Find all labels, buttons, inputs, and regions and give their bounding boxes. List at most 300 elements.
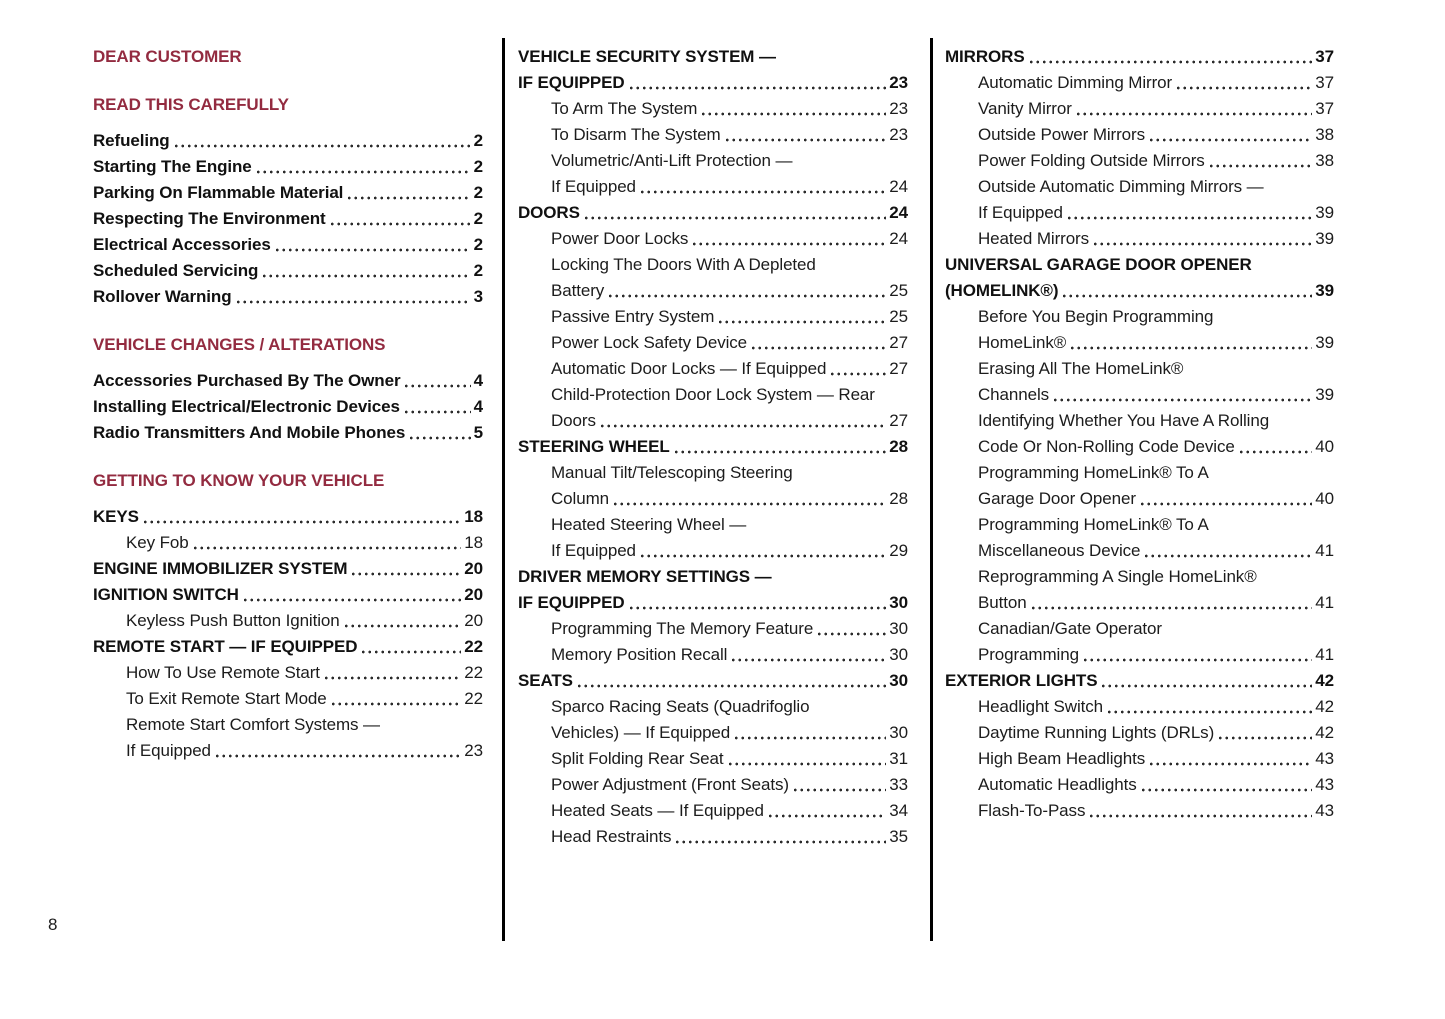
toc-entry-line bbox=[978, 200, 1334, 226]
toc-entry-line bbox=[551, 694, 908, 720]
dot-leader bbox=[639, 538, 886, 564]
toc-entry-line bbox=[126, 660, 483, 686]
toc-entry-page: 2 bbox=[473, 209, 483, 228]
toc-entry bbox=[93, 712, 483, 764]
toc-entry bbox=[518, 122, 908, 148]
toc-entry-page: 39 bbox=[1315, 203, 1334, 222]
toc-entry-line bbox=[978, 538, 1334, 564]
column-divider bbox=[502, 38, 505, 941]
toc-entry-title: High Beam Headlights bbox=[978, 749, 1146, 768]
toc-entry-title: Outside Automatic Dimming Mirrors — bbox=[978, 177, 1264, 196]
section-heading: VEHICLE CHANGES / ALTERATIONS bbox=[93, 335, 386, 354]
toc-entry-page: 2 bbox=[473, 131, 483, 150]
toc-entry-page: 39 bbox=[1315, 333, 1334, 352]
toc-entry-page: 28 bbox=[889, 489, 908, 508]
toc-entry-line bbox=[551, 538, 908, 564]
toc-entry-page: 20 bbox=[464, 585, 483, 604]
dot-leader bbox=[792, 772, 886, 798]
toc-entry-title: Respecting The Environment bbox=[93, 209, 326, 228]
dot-leader bbox=[1148, 746, 1312, 772]
toc-entry-line bbox=[551, 252, 908, 278]
toc-entry-page: 25 bbox=[889, 281, 908, 300]
toc-entry-line bbox=[93, 420, 483, 446]
toc-entry bbox=[518, 798, 908, 824]
toc-entry bbox=[945, 798, 1334, 824]
toc-entry-page: 2 bbox=[473, 235, 483, 254]
toc-entry-line bbox=[978, 96, 1334, 122]
toc-entry-page: 30 bbox=[889, 619, 908, 638]
toc-entry-line bbox=[93, 180, 483, 206]
dot-leader bbox=[1069, 330, 1312, 356]
toc-entry-title: Button bbox=[978, 593, 1027, 612]
toc-entry-page: 43 bbox=[1315, 749, 1334, 768]
toc-entry-title: Scheduled Servicing bbox=[93, 261, 259, 280]
toc-entry bbox=[93, 206, 483, 232]
toc-entry-line bbox=[93, 634, 483, 660]
toc-entry-title: Installing Electrical/Electronic Devices bbox=[93, 397, 400, 416]
dot-leader bbox=[1217, 720, 1312, 746]
toc-entry-line bbox=[551, 642, 908, 668]
toc-entry bbox=[945, 252, 1334, 304]
toc-entry-title: Daytime Running Lights (DRLs) bbox=[978, 723, 1215, 742]
toc-entry-page: 42 bbox=[1315, 697, 1334, 716]
toc-entry bbox=[518, 694, 908, 746]
toc-entry-title: Locking The Doors With A Depleted bbox=[551, 255, 816, 274]
toc-entry bbox=[945, 304, 1334, 356]
dot-leader bbox=[403, 368, 470, 394]
toc-entry bbox=[945, 746, 1334, 772]
toc-entry-title: Reprogramming A Single HomeLink® bbox=[978, 567, 1257, 586]
toc-entry-line bbox=[551, 720, 908, 746]
toc-entry-title: MIRRORS bbox=[945, 47, 1025, 66]
dot-leader bbox=[1106, 694, 1312, 720]
toc-entry bbox=[518, 512, 908, 564]
toc-entry-line bbox=[126, 686, 483, 712]
toc-entry-page: 30 bbox=[889, 645, 908, 664]
toc-entry-title: Flash-To-Pass bbox=[978, 801, 1086, 820]
toc-entry bbox=[93, 368, 483, 394]
toc-entry-line bbox=[93, 258, 483, 284]
toc-entry-line bbox=[945, 278, 1334, 304]
section-heading: DEAR CUSTOMER bbox=[93, 47, 242, 66]
toc-entry-page: 37 bbox=[1315, 99, 1334, 118]
toc-entry-line bbox=[978, 642, 1334, 668]
toc-entry-title: Key Fob bbox=[126, 533, 189, 552]
dot-leader bbox=[767, 798, 886, 824]
dot-leader bbox=[235, 284, 471, 310]
toc-entry-line bbox=[945, 44, 1334, 70]
toc-entry-title: Vanity Mirror bbox=[978, 99, 1072, 118]
toc-entry-title: To Exit Remote Start Mode bbox=[126, 689, 327, 708]
toc-entry-line bbox=[551, 616, 908, 642]
toc-entry bbox=[93, 556, 483, 582]
toc-entry bbox=[518, 44, 908, 96]
toc-entry bbox=[518, 96, 908, 122]
toc-entry-page: 40 bbox=[1315, 489, 1334, 508]
toc-entry-page: 29 bbox=[889, 541, 908, 560]
dot-leader bbox=[350, 556, 461, 582]
toc-entry-title: Battery bbox=[551, 281, 605, 300]
section-heading: READ THIS CAREFULLY bbox=[93, 95, 289, 114]
toc-entry-line bbox=[978, 798, 1334, 824]
toc-entry-page: 4 bbox=[473, 397, 483, 416]
dot-leader bbox=[1030, 590, 1313, 616]
dot-leader bbox=[628, 590, 887, 616]
toc-entry-title: Heated Steering Wheel — bbox=[551, 515, 747, 534]
toc-entry-page: 30 bbox=[889, 723, 908, 742]
dot-leader bbox=[1061, 278, 1312, 304]
toc-entry-title: Automatic Dimming Mirror bbox=[978, 73, 1173, 92]
toc-entry-title: Identifying Whether You Have A Rolling bbox=[978, 411, 1270, 430]
dot-leader bbox=[214, 738, 461, 764]
toc-entry-line bbox=[518, 434, 908, 460]
toc-entry-line bbox=[551, 824, 908, 850]
dot-leader bbox=[1238, 434, 1313, 460]
toc-columns bbox=[93, 44, 1334, 941]
toc-entry-title: Starting The Engine bbox=[93, 157, 252, 176]
toc-entry-page: 41 bbox=[1315, 541, 1334, 560]
toc-entry bbox=[93, 420, 483, 446]
toc-entry-page: 41 bbox=[1315, 593, 1334, 612]
toc-entry-title: Before You Begin Programming bbox=[978, 307, 1214, 326]
dot-leader bbox=[142, 504, 461, 530]
toc-entry-page: 27 bbox=[889, 411, 908, 430]
toc-entry-title: Programming The Memory Feature bbox=[551, 619, 814, 638]
toc-entry-title: How To Use Remote Start bbox=[126, 663, 320, 682]
toc-entry-line bbox=[978, 356, 1334, 382]
dot-leader bbox=[255, 154, 471, 180]
dot-leader bbox=[628, 70, 887, 96]
dot-leader bbox=[829, 356, 886, 382]
toc-entry-title: Electrical Accessories bbox=[93, 235, 271, 254]
toc-entry bbox=[93, 394, 483, 420]
toc-entry-line bbox=[551, 278, 908, 304]
toc-entry-page: 20 bbox=[464, 611, 483, 630]
toc-entry bbox=[945, 668, 1334, 694]
toc-entry-page: 18 bbox=[464, 533, 483, 552]
toc-entry-line bbox=[126, 608, 483, 634]
toc-entry-line bbox=[978, 408, 1334, 434]
toc-entry-page: 23 bbox=[464, 741, 483, 760]
toc-entry-title: Code Or Non-Rolling Code Device bbox=[978, 437, 1235, 456]
dot-leader bbox=[330, 686, 462, 712]
toc-entry-title: ENGINE IMMOBILIZER SYSTEM bbox=[93, 559, 348, 578]
dot-leader bbox=[1140, 772, 1313, 798]
toc-entry-line bbox=[93, 206, 483, 232]
toc-entry-title: Garage Door Opener bbox=[978, 489, 1136, 508]
toc-entry-line bbox=[551, 772, 908, 798]
toc-entry-page: 5 bbox=[473, 423, 483, 442]
dot-leader bbox=[576, 668, 886, 694]
toc-entry bbox=[518, 460, 908, 512]
toc-entry-page: 39 bbox=[1315, 229, 1334, 248]
toc-entry-line bbox=[945, 252, 1334, 278]
toc-entry bbox=[945, 226, 1334, 252]
toc-entry-title: IGNITION SWITCH bbox=[93, 585, 239, 604]
toc-entry-line bbox=[93, 128, 483, 154]
dot-leader bbox=[1052, 382, 1312, 408]
toc-entry-page: 22 bbox=[464, 637, 483, 656]
toc-entry-line bbox=[551, 96, 908, 122]
toc-entry-title: Erasing All The HomeLink® bbox=[978, 359, 1184, 378]
toc-entry-line bbox=[978, 382, 1334, 408]
toc-entry bbox=[945, 564, 1334, 616]
toc-entry bbox=[93, 686, 483, 712]
toc-entry-page: 38 bbox=[1315, 125, 1334, 144]
toc-entry bbox=[518, 330, 908, 356]
toc-entry-line bbox=[551, 174, 908, 200]
toc-column-2 bbox=[518, 44, 908, 850]
toc-entry bbox=[518, 564, 908, 616]
toc-entry-line bbox=[945, 668, 1334, 694]
section-heading: GETTING TO KNOW YOUR VEHICLE bbox=[93, 471, 385, 490]
toc-entry bbox=[93, 634, 483, 660]
toc-entry-title: Split Folding Rear Seat bbox=[551, 749, 724, 768]
toc-column-3 bbox=[945, 44, 1334, 824]
toc-entry-title: Accessories Purchased By The Owner bbox=[93, 371, 401, 390]
toc-entry-title: Doors bbox=[551, 411, 596, 430]
dot-leader bbox=[1148, 122, 1312, 148]
dot-leader bbox=[329, 206, 471, 232]
dot-leader bbox=[1139, 486, 1312, 512]
toc-entry-page: 22 bbox=[464, 663, 483, 682]
toc-entry-title: To Arm The System bbox=[551, 99, 698, 118]
toc-entry-title: Column bbox=[551, 489, 609, 508]
dot-leader bbox=[730, 642, 886, 668]
toc-entry-page: 27 bbox=[889, 359, 908, 378]
toc-entry-line bbox=[978, 486, 1334, 512]
toc-entry bbox=[518, 434, 908, 460]
toc-entry bbox=[945, 408, 1334, 460]
dot-leader bbox=[323, 660, 461, 686]
toc-entry bbox=[93, 608, 483, 634]
toc-entry-title: HomeLink® bbox=[978, 333, 1067, 352]
toc-entry-page: 37 bbox=[1315, 73, 1334, 92]
toc-entry-line bbox=[93, 504, 483, 530]
toc-entry-line bbox=[551, 122, 908, 148]
toc-entry-title: Heated Mirrors bbox=[978, 229, 1090, 248]
toc-entry-page: 39 bbox=[1315, 281, 1334, 300]
toc-entry bbox=[518, 668, 908, 694]
toc-entry-title: DRIVER MEMORY SETTINGS — bbox=[518, 567, 772, 586]
toc-entry-line bbox=[551, 330, 908, 356]
toc-entry-page: 24 bbox=[889, 229, 908, 248]
toc-entry-title: Manual Tilt/Telescoping Steering bbox=[551, 463, 793, 482]
toc-entry-title: Programming bbox=[978, 645, 1079, 664]
toc-entry-title: (HOMELINK®) bbox=[945, 281, 1059, 300]
toc-entry bbox=[945, 174, 1334, 226]
toc-entry-page: 23 bbox=[889, 73, 908, 92]
toc-entry bbox=[518, 616, 908, 642]
toc-entry-title: Programming HomeLink® To A bbox=[978, 515, 1209, 534]
toc-entry-page: 42 bbox=[1315, 723, 1334, 742]
toc-entry-line bbox=[126, 738, 483, 764]
toc-entry-line bbox=[126, 530, 483, 556]
toc-entry-line bbox=[978, 122, 1334, 148]
toc-entry-line bbox=[93, 582, 483, 608]
toc-entry-title: UNIVERSAL GARAGE DOOR OPENER bbox=[945, 255, 1252, 274]
toc-entry-page: 37 bbox=[1315, 47, 1334, 66]
toc-entry-line bbox=[551, 304, 908, 330]
dot-leader bbox=[599, 408, 886, 434]
toc-entry-title: If Equipped bbox=[126, 741, 211, 760]
toc-entry-title: Headlight Switch bbox=[978, 697, 1104, 716]
toc-entry-title: Refueling bbox=[93, 131, 170, 150]
dot-leader bbox=[727, 746, 887, 772]
toc-entry-page: 43 bbox=[1315, 775, 1334, 794]
toc-entry-line bbox=[518, 200, 908, 226]
toc-entry-page: 38 bbox=[1315, 151, 1334, 170]
toc-entry-title: Miscellaneous Device bbox=[978, 541, 1141, 560]
toc-entry bbox=[945, 44, 1334, 70]
toc-entry-title: Parking On Flammable Material bbox=[93, 183, 344, 202]
dot-leader bbox=[1066, 200, 1312, 226]
dot-leader bbox=[1100, 668, 1312, 694]
toc-entry-title: Heated Seats — If Equipped bbox=[551, 801, 764, 820]
toc-entry-line bbox=[978, 616, 1334, 642]
toc-entry-title: Passive Entry System bbox=[551, 307, 715, 326]
toc-entry-line bbox=[978, 226, 1334, 252]
toc-entry bbox=[93, 154, 483, 180]
toc-entry-line bbox=[551, 460, 908, 486]
toc-entry-page: 3 bbox=[473, 287, 483, 306]
toc-entry bbox=[93, 180, 483, 206]
toc-entry bbox=[93, 284, 483, 310]
toc-entry bbox=[93, 232, 483, 258]
toc-entry-line bbox=[978, 330, 1334, 356]
dot-leader bbox=[1208, 148, 1313, 174]
toc-entry bbox=[945, 720, 1334, 746]
toc-entry-page: 35 bbox=[889, 827, 908, 846]
toc-entry-line bbox=[518, 44, 908, 70]
toc-entry-line bbox=[551, 486, 908, 512]
toc-entry-title: KEYS bbox=[93, 507, 139, 526]
toc-entry-title: Volumetric/Anti-Lift Protection — bbox=[551, 151, 793, 170]
dot-leader bbox=[403, 394, 471, 420]
toc-entry-title: SEATS bbox=[518, 671, 573, 690]
dot-leader bbox=[242, 582, 461, 608]
toc-entry-page: 28 bbox=[889, 437, 908, 456]
toc-entry-title: Child-Protection Door Lock System — Rear bbox=[551, 385, 875, 404]
toc-entry bbox=[518, 304, 908, 330]
toc-entry bbox=[518, 746, 908, 772]
toc-entry-line bbox=[978, 564, 1334, 590]
dot-leader bbox=[408, 420, 470, 446]
toc-entry-page: 27 bbox=[889, 333, 908, 352]
toc-entry-title: VEHICLE SECURITY SYSTEM — bbox=[518, 47, 776, 66]
toc-entry bbox=[945, 356, 1334, 408]
toc-entry-line bbox=[518, 590, 908, 616]
toc-entry-line bbox=[93, 232, 483, 258]
toc-column-1 bbox=[93, 44, 483, 764]
toc-entry-line bbox=[978, 512, 1334, 538]
toc-entry-title: EXTERIOR LIGHTS bbox=[945, 671, 1098, 690]
toc-entry-page: 39 bbox=[1315, 385, 1334, 404]
toc-entry bbox=[93, 258, 483, 284]
toc-entry-page: 40 bbox=[1315, 437, 1334, 456]
toc-entry bbox=[518, 824, 908, 850]
toc-entry-page: 25 bbox=[889, 307, 908, 326]
toc-entry bbox=[518, 772, 908, 798]
toc-entry-line bbox=[978, 694, 1334, 720]
toc-entry bbox=[93, 128, 483, 154]
toc-entry-title: Automatic Door Locks — If Equipped bbox=[551, 359, 827, 378]
toc-entry-title: Radio Transmitters And Mobile Phones bbox=[93, 423, 406, 442]
toc-entry-line bbox=[551, 226, 908, 252]
dot-leader bbox=[639, 174, 886, 200]
toc-entry-line bbox=[551, 148, 908, 174]
toc-entry-title: Outside Power Mirrors bbox=[978, 125, 1145, 144]
toc-entry bbox=[945, 460, 1334, 512]
toc-entry-title: Power Lock Safety Device bbox=[551, 333, 748, 352]
dot-leader bbox=[717, 304, 886, 330]
toc-entry bbox=[945, 512, 1334, 564]
dot-leader bbox=[1143, 538, 1312, 564]
toc-entry-title: Sparco Racing Seats (Quadrifoglio bbox=[551, 697, 810, 716]
toc-entry-page: 22 bbox=[464, 689, 483, 708]
toc-entry-line bbox=[93, 154, 483, 180]
toc-entry-title: REMOTE START — IF EQUIPPED bbox=[93, 637, 358, 656]
toc-entry-title: IF EQUIPPED bbox=[518, 73, 625, 92]
toc-entry bbox=[93, 582, 483, 608]
toc-entry-title: STEERING WHEEL bbox=[518, 437, 670, 456]
toc-entry-page: 2 bbox=[473, 183, 483, 202]
dot-leader bbox=[816, 616, 886, 642]
toc-entry-line bbox=[551, 746, 908, 772]
toc-entry-line bbox=[93, 556, 483, 582]
toc-entry-line bbox=[93, 368, 483, 394]
toc-entry bbox=[93, 530, 483, 556]
toc-entry-title: Remote Start Comfort Systems — bbox=[126, 715, 380, 734]
toc-entry-line bbox=[978, 70, 1334, 96]
dot-leader bbox=[724, 122, 887, 148]
toc-entry-page: 42 bbox=[1315, 671, 1334, 690]
dot-leader bbox=[343, 608, 462, 634]
toc-entry-line bbox=[551, 798, 908, 824]
toc-entry-page: 20 bbox=[464, 559, 483, 578]
toc-entry bbox=[518, 200, 908, 226]
toc-entry-page: 31 bbox=[889, 749, 908, 768]
dot-leader bbox=[612, 486, 886, 512]
toc-entry-line bbox=[978, 148, 1334, 174]
toc-entry bbox=[945, 96, 1334, 122]
dot-leader bbox=[261, 258, 470, 284]
toc-entry bbox=[518, 252, 908, 304]
toc-entry-page: 33 bbox=[889, 775, 908, 794]
toc-entry-title: Power Door Locks bbox=[551, 229, 689, 248]
toc-entry-line bbox=[551, 356, 908, 382]
column-divider bbox=[930, 38, 933, 941]
toc-entry-title: Power Folding Outside Mirrors bbox=[978, 151, 1205, 170]
toc-entry-title: Channels bbox=[978, 385, 1050, 404]
dot-leader bbox=[274, 232, 471, 258]
toc-entry-title: Power Adjustment (Front Seats) bbox=[551, 775, 789, 794]
toc-entry-title: If Equipped bbox=[551, 177, 636, 196]
toc-entry bbox=[945, 122, 1334, 148]
toc-entry-line bbox=[978, 304, 1334, 330]
toc-entry-line bbox=[978, 174, 1334, 200]
dot-leader bbox=[691, 226, 886, 252]
toc-entry-page: 2 bbox=[473, 261, 483, 280]
toc-entry-title: Keyless Push Button Ignition bbox=[126, 611, 340, 630]
dot-leader bbox=[192, 530, 462, 556]
dot-leader bbox=[583, 200, 886, 226]
toc-entry-page: 24 bbox=[889, 177, 908, 196]
toc-entry-line bbox=[93, 284, 483, 310]
toc-entry-page: 23 bbox=[889, 125, 908, 144]
dot-leader bbox=[700, 96, 886, 122]
toc-entry-page: 34 bbox=[889, 801, 908, 820]
